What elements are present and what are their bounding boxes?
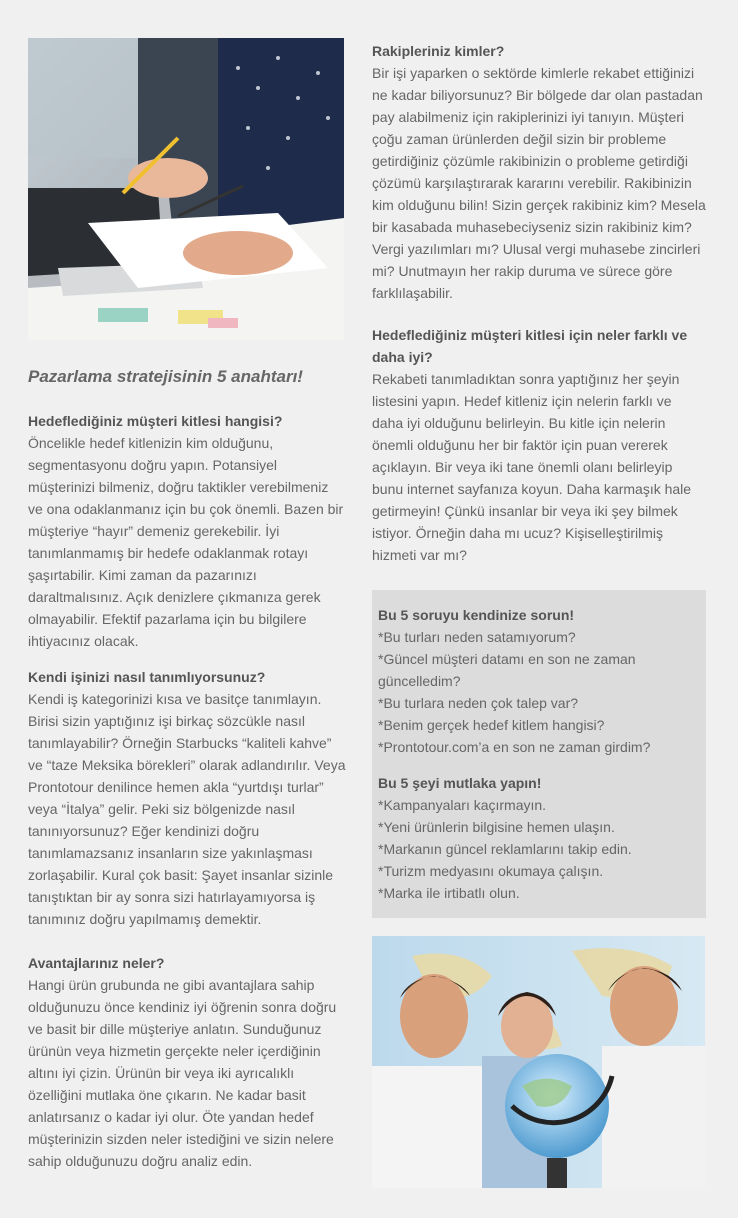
list-item: *Benim gerçek hedef kitlem hangisi?	[378, 717, 605, 733]
page-headline: Pazarlama stratejisinin 5 anahtarı!	[28, 367, 303, 386]
list-item: *Bu turlara neden çok talep var?	[378, 695, 579, 711]
section-advantages	[28, 952, 346, 1172]
section-target-audience	[28, 410, 346, 652]
section-differentiation	[372, 324, 706, 566]
section-title: Kendi işinizi nasıl tanımlıyorsunuz?	[28, 669, 266, 685]
section-define-business	[28, 666, 346, 930]
list-item: *Yeni ürünlerin bilgisine hemen ulaşın.	[378, 819, 615, 835]
list-item: *Kampanyaları kaçırmayın.	[378, 797, 547, 813]
section-body: Bir işi yaparken o sektörde kimlerle rekabet ettiğinizi ne kadar biliyorsunuz? Bir bölgede dar olan pastadan pay alabilmeniz için rakiplerinizi iyi tanıyın. Müşteri çoğu zaman ürünlerden değil sizin bir probleme getirdiğiniz çözümle rakibinizin o probleme getirdiği çözümü karşılaştırarak kararını verebilir. Rakibinizin kim olduğunu bilin! Sizin gerçek rakibiniz kim? Mesela bir kasabada muhasebeciyseniz sizin rakibiniz kim? Vergi yazılımları mı? Ulusal vergi muhasebe zincirleri mi? Unutmayın her rakip duruma ve sürece göre farklılaşabilir.	[372, 65, 706, 301]
people-with-globe-photo	[372, 936, 706, 1188]
section-title: Hedeflediğiniz müşteri kitlesi hangisi?	[28, 413, 283, 429]
section-body: Öncelikle hedef kitlenizin kim olduğunu, segmentasyonu doğru yapın. Potansiyel müşterinizi bilmeniz, doğru taktikler verebilmeniz ve ona odaklanmanız için bu çok önemli. Bazen bir müşteriye “hayır” demeniz gerekebilir. İyi tanımlanmamış bir hedefe odaklanmak rotayı şaşırtabilir. Kimi zaman da pazarınızı daraltmalısınız. Açık denizlere çıkmanıza gerek olmayabilir. Efektif pazarlama için bu bilgilere ihtiyacınız olacak.	[28, 435, 344, 649]
tips-box-title-actions: Bu 5 şeyi mutlaka yapın!	[378, 775, 542, 791]
office-meeting-photo	[28, 38, 346, 340]
list-item: *Prontotour.com’a en son ne zaman girdim?	[378, 739, 651, 755]
list-item: *Güncel müşteri datamı en son ne zaman güncelledim?	[378, 651, 636, 689]
right-column	[372, 40, 706, 1188]
tips-box-title-questions: Bu 5 soruyu kendinize sorun!	[378, 607, 575, 623]
section-body: Kendi iş kategorinizi kısa ve basitçe tanımlayın. Birisi sizin yaptığınız işi birkaç sözcükle nasıl tanımlayabilir? Örneğin Starbucks “kaliteli kahve” ve “taze Meksika börekleri” olarak adlandırılır. Veya Prontotour denilince hemen akla “yurtdışı turlar” veya “İtalya” gelir. Peki siz bölgenizde nasıl tanınıyorsunuz? Eğer kendinizi doğru tanımlamazsanız insanların size yakınlaşması zorlaşabilir. Kural çok basit: Şayet insanlar sizinle tanıştıktan bir ay sonra sizi hatırlayamıyorsa iş tanımınız doğru yapılmamış demektir.	[28, 691, 346, 927]
list-item: *Markanın güncel reklamlarını takip edin.	[378, 841, 632, 857]
tips-box	[372, 590, 706, 918]
left-column	[28, 38, 346, 1186]
section-competitors	[372, 40, 706, 304]
section-title: Hedeflediğiniz müşteri kitlesi için neler farklı ve daha iyi?	[372, 327, 688, 365]
list-item: *Bu turları neden satamıyorum?	[378, 629, 576, 645]
section-body: Hangi ürün grubunda ne gibi avantajlara sahip olduğunuzu önce kendiniz iyi öğrenin sonra doğru ve basit bir dille müşteriye anlatın. Sunduğunuz ürünün veya hizmetin gerçekte neler içerdiğinin altını iyi çizin. Ürünün bir veya iki ayrıcalıklı özelliğini mutlaka öne çıkarın. Ne kadar basit anlatırsanız o kadar iyi olur. Öte yandan hedef müşterinizin sizden neler istediğini ve sizin nelere sahip olduğunuzu doğru analiz edin.	[28, 977, 337, 1169]
list-item: *Turizm medyasını okumaya çalışın.	[378, 863, 604, 879]
list-item: *Marka ile irtibatlı olun.	[378, 885, 520, 901]
section-title: Avantajlarınız neler?	[28, 955, 165, 971]
section-body: Rekabeti tanımladıktan sonra yaptığınız her şeyin listesini yapın. Hedef kitleniz için nelerin farklı ve daha iyi olduğunu belirleyin. Bu kitle için nelerin önemli olduğunu her bir faktör için puan vererek açıklayın. Bir veya iki tane önemli olanı belirleyip bunu internet sayfanıza koyun. Daha karmaşık hale getirmeyin! Çünkü insanlar bir veya iki şey bilmek istiyor. Örneğin daha mı ucuz? Kişiselleştirilmiş hizmeti var mı?	[372, 371, 692, 563]
section-title: Rakipleriniz kimler?	[372, 43, 505, 59]
